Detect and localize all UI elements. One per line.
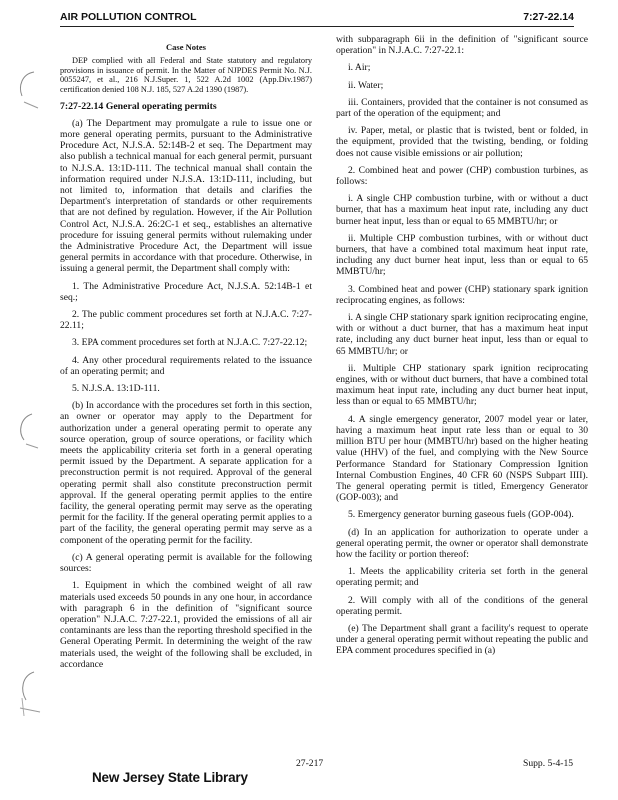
- list-item: i. A single CHP combustion turbine, with or without a duct burner, that has a maximum heat input rate, including any duct burner heat input, less than or equal to 65 MMBTU/hr; or: [336, 193, 588, 227]
- list-item: 3. Combined heat and power (CHP) stationary spark ignition reciprocating engines, as follows:: [336, 283, 588, 306]
- margin-punch-mark-icon: [14, 410, 42, 454]
- margin-punch-mark-icon: [14, 668, 44, 718]
- case-notes-text: DEP complied with all Federal and State statutory and regulatory provisions in issuance of permit. In the Matter of NJPDES Permit No. N.J. 0055247, et al., 216 N.J.Super. 1, 522 A.2d 1002 (App.Div.1987) certification denied 108 N.J. 185, 527 A.2d 1390 (1987).: [60, 56, 312, 94]
- paragraph-a: (a) The Department may promulgate a rule to issue one or more general operating permits, pursuant to the Administrative Procedure Act, N.J.S.A. 52:14B-2 et seq. The Department may also publish a technical manual for each general permit, pursuant to N.J.S.A. 13:1D-111. The technical manual shall contain the information required under N.J.S.A. 13:1D-111, including, but not limited to, information that details and clarifies the Department's interpretation of standards or other requirements that are not defined by regulation. However, if the Air Pollution Control Act, N.J.S.A. 26:2C-1 et seq., establishes an alternative procedure for issuing general permits without rulemaking under the Administrative Procedure Act, the Department will issue general permits in accordance with that procedure. Otherwise, in issuing a general permit, the Department shall comply with:: [60, 117, 312, 275]
- list-item: 2. The public comment procedures set forth at N.J.A.C. 7:27-22.11;: [60, 309, 312, 332]
- list-item: 5. N.J.S.A. 13:1D-111.: [72, 383, 160, 395]
- list-item: 4. A single emergency generator, 2007 model year or later, having a maximum heat input rate less than or equal to 30 million BTU per hour (MMBTU/hr) based on the higher heating value (HHV) of the fuel, and complying with the New Source Performance Standard for Stationary Compression Ignition Internal Combustion Engines, 40 CFR 60 (NSPS Subpart IIII). The general operating permit is titled, Emergency Generator (GOP-003); and: [336, 413, 588, 504]
- header-section-number: 7:27-22.14: [523, 11, 574, 23]
- paragraph-d: (d) In an application for authorization to operate under a general operating permit, the owner or operator shall demonstrate how the facility or portion thereof:: [336, 526, 588, 560]
- list-item: 4. Any other procedural requirements related to the issuance of an operating permit; and: [60, 354, 312, 377]
- supplement-date: Supp. 5-4-15: [523, 758, 574, 769]
- paragraph-c: (c) A general operating permit is available for the following sources:: [60, 551, 312, 575]
- paragraph-e: (e) The Department shall grant a facility's request to operate under a general operating permit without repeating the public and EPA comment procedures specified in (a): [336, 622, 588, 657]
- page-number: 27-217: [296, 758, 324, 769]
- left-column: [60, 34, 312, 676]
- list-item: 1. Meets the applicability criteria set forth in the general operating permit; and: [336, 566, 588, 589]
- right-column: [336, 34, 588, 663]
- list-item: ii. Multiple CHP stationary spark ignition reciprocating engines, with or without duct burners, that have a combined total maximum heat input rate, including any duct burner heat input, less than or equal to 65 MMBTU/hr;: [336, 362, 588, 408]
- header-chapter-title: AIR POLLUTION CONTROL: [60, 11, 197, 23]
- list-item: iv. Paper, metal, or plastic that is twisted, bent or folded, in the equipment, provided that the twisting, bending, or folding does not cause visible emissions or air pollution;: [336, 125, 588, 159]
- library-watermark: New Jersey State Library: [92, 770, 248, 785]
- list-item: i. A single CHP stationary spark ignition reciprocating engine, with or without a duct burner, that has a maximum heat input rate, including any duct burner heat input, less than or equal to 65 MMBTU/hr; or: [336, 312, 588, 357]
- list-item: iii. Containers, provided that the container is not consumed as part of the operation of the equipment; and: [336, 96, 588, 120]
- paragraph-b: (b) In accordance with the procedures set forth in this section, an owner or operator may apply to the Department for authorization under a general operating permit to operate any source operation, group of source operations, or facility which meets the applicability criteria set forth in a general operating permit issued by the Department. A separate application for a preconstruction permit is not required. Approval of the general operating permit shall also constitute preconstruction permit approval. If the general operating permit applies to the entire facility, the general operating permit may serve as the operating permit for the facility. If the general operating permit applies to a part of the facility, the general operating permit may serve as a component of the operating permit for the facility.: [60, 400, 312, 546]
- list-item: ii. Multiple CHP combustion turbines, with or without duct burners, that have a combined total maximum heat input rate, including any duct burner heat input, less than or equal to 65 MMBTU/hr;: [336, 232, 588, 278]
- list-item: 3. EPA comment procedures set forth at N.J.A.C. 7:27-22.12;: [72, 337, 308, 349]
- list-item: i. Air;: [348, 62, 371, 74]
- running-header: [60, 8, 574, 27]
- list-item: ii. Water;: [348, 79, 384, 91]
- list-item: 1. Equipment in which the combined weight of all raw materials used exceeds 50 pounds in any one hour, in accordance with paragraph 6 in the definition of "significant source operation" N.J.A.C. 7:27-22.1, provided the emissions of all air contaminants are less than the reporting threshold specified in the General Operating Permit. In determining the weight of the raw materials used, the weight of the following shall be excluded, in accordance: [60, 580, 312, 670]
- list-item: 2. Will comply with all of the conditions of the general operating permit.: [336, 594, 588, 617]
- case-notes-title: Case Notes: [166, 42, 206, 52]
- section-heading: 7:27-22.14 General operating permits: [60, 100, 217, 112]
- margin-punch-mark-icon: [14, 68, 42, 112]
- continued-text: with subparagraph 6ii in the definition of "significant source operation" in N.J.A.C. 7:27-22.1:: [336, 34, 588, 57]
- list-item: 5. Emergency generator burning gaseous fuels (GOP-004).: [348, 509, 574, 521]
- list-item: 2. Combined heat and power (CHP) combustion turbines, as follows:: [336, 164, 588, 188]
- list-item: 1. The Administrative Procedure Act, N.J.S.A. 52:14B-1 et seq.;: [60, 280, 312, 303]
